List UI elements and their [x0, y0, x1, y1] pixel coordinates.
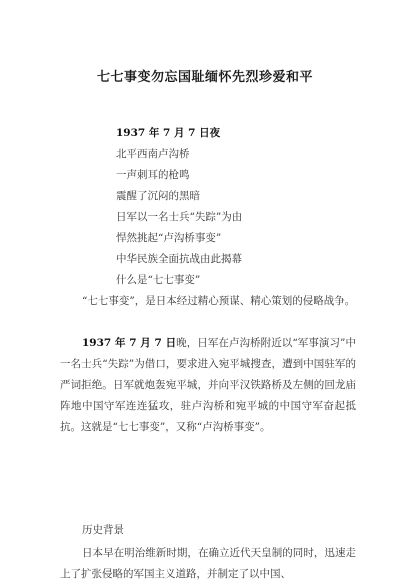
poem-line: 一声刺耳的枪鸣	[116, 169, 190, 181]
paragraph-event	[60, 333, 356, 438]
poem-line: 什么是“七七事变”	[116, 274, 201, 286]
event-description: 晚，日军在卢沟桥附近以“军事演习”中一名士兵“失踪”为借口，要求进入宛平城搜查，遭到中国驻军的严词拒绝。日军就炮轰宛平城，并向平汉铁路桥及左侧的回龙庙阵地中国守军连连猛攻，驻卢沟桥和宛平城的中国守军奋起抵抗。这就是“七七事变”，又称“卢沟桥事变”。	[60, 337, 356, 433]
event-date: 1937 年 7 月 7 日	[82, 337, 177, 349]
poem-date-line: 1937 年 7 月 7 日夜	[116, 127, 221, 139]
poem-line: 震醒了沉闷的黑暗	[116, 190, 200, 202]
poem-block	[116, 123, 242, 291]
paragraph-definition: “七七事变”，是日本经过精心预谋、精心策划的侵略战争。	[82, 295, 356, 307]
poem-line: 中华民族全面抗战由此揭幕	[116, 253, 242, 265]
document-title: 七七事变勿忘国耻缅怀先烈珍爱和平	[96, 70, 313, 85]
section-heading: 历史背景	[82, 524, 124, 536]
poem-line: 北平西南卢沟桥	[116, 148, 190, 160]
poem-line: 日军以一名士兵“失踪”为由	[116, 211, 243, 223]
paragraph-background: 日本早在明治维新时期，在确立近代天皇制的同时，迅速走上了扩张侵略的军国主义道路，并制定了以中国、	[60, 547, 356, 580]
poem-line: 悍然挑起“卢沟桥事变”	[116, 232, 222, 244]
